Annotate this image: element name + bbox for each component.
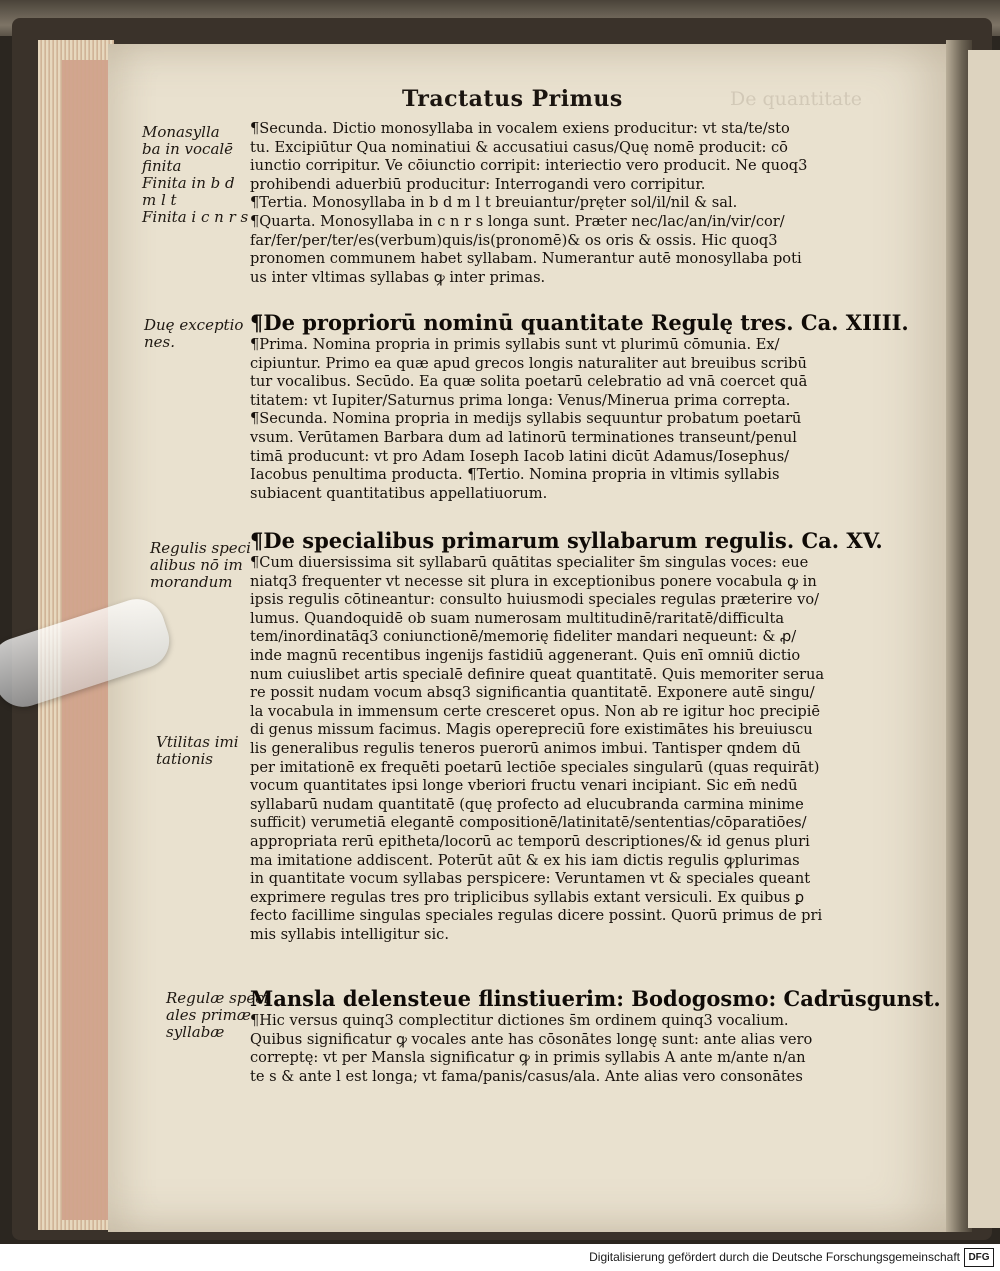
text-line: re possit nudam vocum absq3 significantia quantitatē. Exponere autē singu/ [250,684,815,702]
text-line: us inter vltimas syllabas ꝙ inter primas. [250,268,546,286]
text-line: titatem: vt Iupiter/Saturnus prima longa: Venus/Minerua prima correpta. [250,391,791,409]
text-line: syllabarū nudam quantitatē (quę profecto ad elucubranda carmina minime [250,795,804,813]
text-line: niatq3 frequenter vt necesse sit plura in exceptionibus ponere vocabula ꝙ in [250,572,817,590]
text-line: iunctio corripitur. Ve cōiunctio corripit: interiectio vero producit. Ne quoq3 [250,157,808,175]
margin-note-first-syllables: Regulæ speci ales primæ syllabæ [166,989,269,1041]
margin-note-imitation: Vtilitas imi tationis [156,733,239,768]
dfg-logo: DFG [964,1248,994,1267]
footer-bar [0,1244,1000,1271]
text-line: pronomen communem habet syllabam. Numerantur autē monosyllaba poti [250,250,802,268]
text-line: correptę: vt per Mansla significatur ꝙ in primis syllabis A ante m/ante n/an [250,1049,806,1067]
text-line: la vocabula in immensum certe cresceret opus. Non ab re igitur hoc precipiē [250,702,821,720]
text-line: ¶Secunda. Dictio monosyllaba in vocalem exiens producitur: vt sta/te/sto [250,120,790,137]
text-line: inde magnū recentibus ingenijs fastidiū aggenerant. Quis enī omniū dictio [250,646,801,664]
text-line: subiacent quantitatibus appellatiuorum. [250,484,548,502]
text-line: lis generalibus regulis teneros puerorū animos imbui. Tantisper qndem dū [250,739,801,757]
text-line: exprimere regulas tres pro triplicibus syllabis extant versiculi. Ex quibus ꝑ [250,888,805,906]
text-line: Quibus significatur ꝙ vocales ante has cōsonātes longę sunt: ante alias vero [250,1030,813,1048]
text-line: ¶Hic versus quinq3 complectitur dictiones s̄m ordinem quinq3 vocalium. [250,1012,789,1029]
text-line: vocum quantitates ipsi longe vberiori fructu venari incipiant. Sic em̄ nedū [250,777,798,795]
margin-note-special-rules: Regulis speci alibus nō im morandum [150,539,251,591]
text-line: per imitationē ex frequēti poetarū lectiōe speciales singularū (quas requirāt) [250,758,820,776]
text-line: appropriata rerū epitheta/locorū ac temporū descriptiones/& id genus pluri [250,832,810,850]
text-line: sufficit) verumetiā elegantē compositionē/latinitatē/sententias/cōparatiōes/ [250,814,807,832]
chapter-14 [250,310,909,503]
text-line: num cuiuslibet artis specialē definire queat quantitatē. Quis memoriter serua [250,665,825,683]
text-line: ¶Prima. Nomina propria in primis syllabis sunt vt plurimū cōmunia. Ex/ [250,336,780,353]
running-title: Tractatus Primus [402,86,623,112]
text-line: cipiuntur. Primo ea quæ apud grecos longis naturaliter aut breuibus scribū [250,354,807,372]
text-line: te s & ante l est longa; vt fama/panis/casus/ala. Ante alias vero consonātes [250,1067,803,1085]
text-line: far/fer/per/ter/es(verbum)quis/is(pronomē)& os oris & ossis. Hic quoq3 [250,231,778,249]
text-line: ¶Quarta. Monosyllaba in c n r s longa sunt. Præter nec/lac/an/in/vir/cor/ [250,212,785,230]
chapter-heading: ¶De specialibus primarum syllabarum regulis. Ca. XV. [250,528,883,553]
text-line: prohibendi aduerbiū producitur: Interrogandi vero corripitur. [250,175,706,193]
mnemonic-verse-section [250,986,941,1086]
text-line: tu. Excipiūtur Qua nominatiui & accusatiui casus/Quę nomē producit: cō [250,138,788,156]
text-line: ¶Tertia. Monosyllaba in b d m l t breuiantur/pręter sol/il/nil & sal. [250,194,738,212]
text-line: ¶Secunda. Nomina propria in medijs syllabis sequuntur probatum poetarū [250,410,802,428]
mnemonic-verse: Mansla delensteue flinstiuerim: Bodogosmo: Cadrūsgunst. [250,986,941,1011]
funding-credit: Digitalisierung gefördert durch die Deutsche Forschungsgemeinschaft [589,1250,960,1264]
text-line: vsum. Verūtamen Barbara dum ad latinorū terminationes transeunt/penul [250,428,797,446]
facing-page-bleed-through: De quantitate [730,88,863,110]
text-line: fecto facillime singulas speciales regulas dicere possint. Quorū primus de pri [250,907,823,925]
text-line: ¶Cum diuersissima sit syllabarū quātitas specialiter s̄m singulas voces: eue [250,554,809,571]
text-line: tur vocalibus. Secūdo. Ea quæ solita poetarū celebratio ad vnā coercet quā [250,373,808,391]
text-line: di genus missum facimus. Magis operepreciū fore existimātes his breuiuscu [250,721,813,739]
text-line: ma imitatione addiscent. Poterūt aūt & ex his iam dictis regulis ꝙplurimas [250,851,800,869]
chapter-heading: ¶De propriorū nominū quantitate Regulę tres. Ca. XIIII. [250,310,909,335]
margin-note-monosyllables: Monasylla ba in vocalē finita Finita in b d m l t Finita i c n r s [142,123,249,226]
text-line: lumus. Quandoquidē ob suam numerosam multitudinē/raritatē/difficulta [250,609,785,627]
facing-page [968,50,1000,1228]
text-line: in quantitate vocum syllabas perspicere: Veruntamen vt & speciales queant [250,870,811,888]
text-line: ipsis regulis cōtineantur: consulto huiusmodi speciales regulas præterire vo/ [250,591,820,609]
text-line: timā producunt: vt pro Adam Ioseph Iacob latini dicūt Adamus/Iosephus/ [250,447,790,465]
margin-note-exceptions: Duę exceptio nes. [144,316,244,351]
text-block-monosyllables [250,120,900,287]
text-line: tem/inordinatāq3 coniunctionē/memorię fideliter mandari nequeunt: & ꝓ/ [250,628,797,646]
text-line: Iacobus penultima producta. ¶Tertio. Nomina propria in vltimis syllabis [250,466,780,484]
text-line: mis syllabis intelligitur sic. [250,925,449,943]
chapter-15 [250,528,900,944]
